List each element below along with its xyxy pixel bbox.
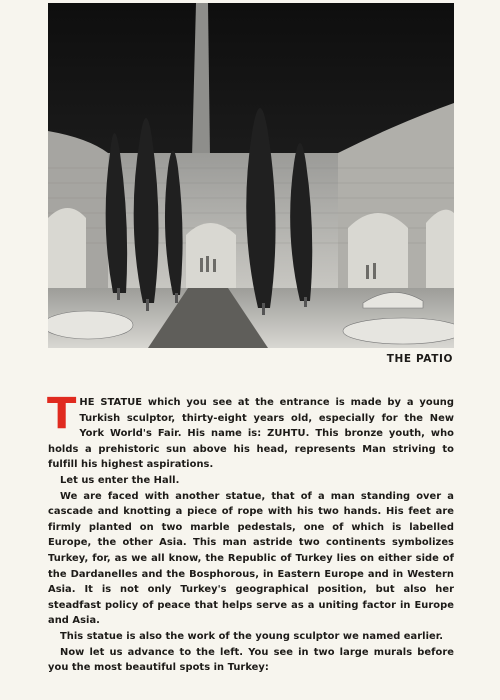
drop-cap: T bbox=[47, 389, 77, 439]
article-text bbox=[47, 389, 454, 676]
paragraph-3: We are faced with another statue, that of a man standing over a cascade and knotting a piece of rope with his two hands. His feet are firmly planted on two marble pedestals, one of which is labelled Europe, the other Asia. This man astride two continents symbolizes Turkey, for, as we all know, the Republic of Turkey lies on either side of the Dardanelles and the Bosphorous, in Eastern Europe and in Western Asia. It is not only Turkey's geographical position, but also her steadfast policy of peace that helps serve as a uniting factor in Europe and Asia. bbox=[48, 490, 454, 627]
paragraph-4: This statue is also the work of the young sculptor we named earlier. bbox=[60, 630, 444, 642]
paragraph-5: Now let us advance to the left. You see in two large murals before you the most beautiful spots in Turkey: bbox=[48, 646, 454, 674]
paragraph-1 bbox=[47, 389, 454, 473]
paragraph-1-text: HE STATUE which you see at the entrance is made by a young Turkish sculptor, thirty-eight years old, especially for the New York World's Fair. His name is: ZUHTU. This bronze youth, who holds a prehistoric sun above his head, represents Man striving to fulfill his highest aspirations. bbox=[48, 397, 454, 471]
figure-caption: THE PATIO bbox=[386, 353, 453, 365]
paragraph-2: Let us enter the Hall. bbox=[60, 474, 180, 486]
patio-illustration bbox=[48, 3, 454, 348]
